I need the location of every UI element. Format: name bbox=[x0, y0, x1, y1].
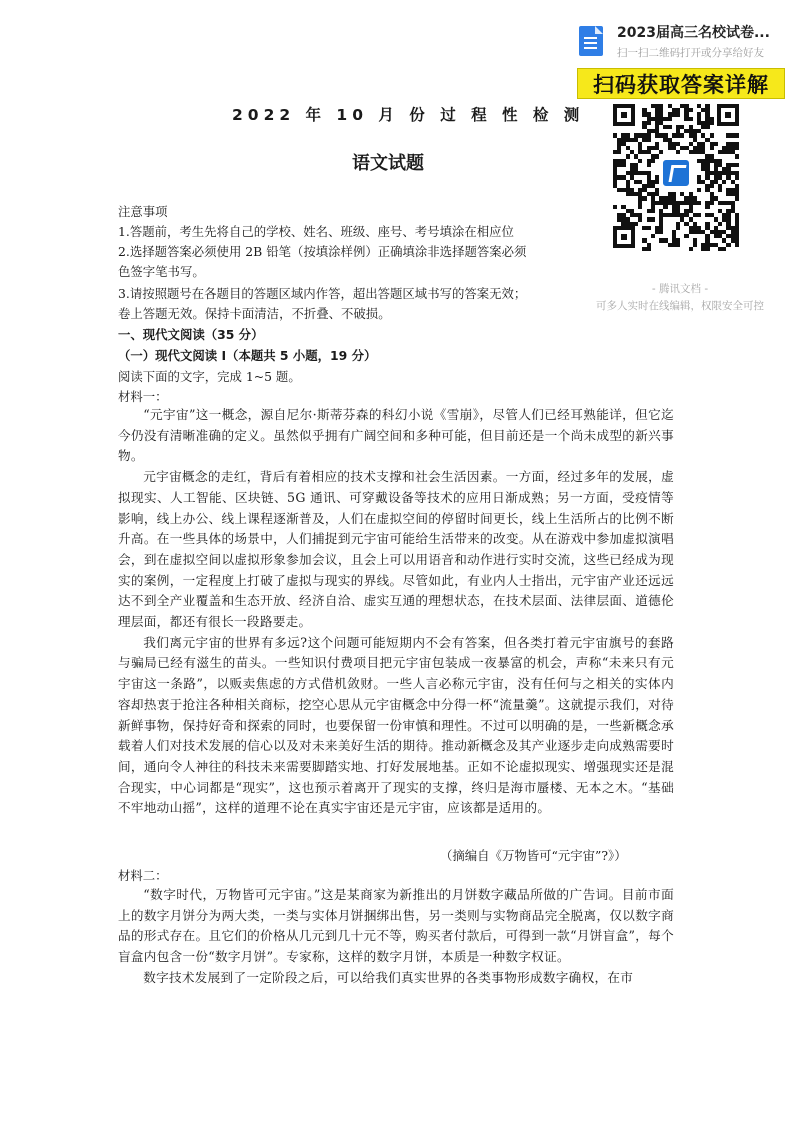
qr-module bbox=[659, 150, 663, 154]
qr-module bbox=[680, 133, 684, 137]
watermark-line-2: 可多人实时在线编辑，权限安全可控 bbox=[596, 300, 764, 312]
qr-module bbox=[684, 234, 688, 238]
material-1-label: 材料一： bbox=[118, 389, 168, 404]
qr-module bbox=[735, 243, 739, 247]
section-instruction: 阅读下面的文字，完成 1~5 题。 bbox=[118, 369, 301, 384]
qr-module bbox=[735, 133, 739, 137]
qr-module bbox=[621, 163, 625, 167]
paragraph: 我们离元宇宙的世界有多远?这个问题可能短期内不会有答案，但各类打着元宇宙旗号的套路与骗局已经有滋生的苗头。一些知识付费项目把元宇宙包装成一夜暴富的机会，声称“未来只有元宇宙这一条路”，以贩卖焦虑的方式借机敛财。一些人言必称元宇宙，没有任何与之相关的实体内容却热衷于抢注各种相关商标，挖空心思从元宇宙概念中分得一杯“流量羹”。这就提示我们，对待新鲜事物，保持好奇和探索的同时，也要保留一份审慎和理性。不过可以明确的是，一些新概念承载着人们对技术发展的信心以及对未来美好生活的期待。推动新概念及其产业逐步走向成熟需要时间，通向令人神往的科技未来需要脚踏实地、打好发展地基。正如不论虚拟现实、增强现实还是混合现实，中心词都是“现实”，这也预示着离开了现实的支撑，终归是海市蜃楼、无本之木。“基础不牢地动山摇”，这样的道理不论在真实宇宙还是元宇宙，应该都是适用的。 bbox=[118, 634, 674, 816]
qr-module bbox=[689, 108, 693, 112]
exam-title: 2022 年 10 月 份 过 程 性 检 测 bbox=[232, 106, 585, 124]
qr-module bbox=[714, 142, 718, 146]
qr-module bbox=[689, 247, 693, 251]
qr-module bbox=[689, 117, 693, 121]
qr-module bbox=[651, 217, 655, 221]
qr-module bbox=[718, 188, 722, 192]
qr-module bbox=[710, 133, 714, 137]
qr-module bbox=[663, 205, 667, 209]
qr-module bbox=[647, 226, 651, 230]
qr-module bbox=[655, 180, 659, 184]
section-sub-title: （一）现代文阅读 Ⅰ（本题共 5 小题，19 分） bbox=[118, 348, 377, 363]
qr-module bbox=[626, 154, 630, 158]
notice-item: 1.答题前，考生先将自己的学校、姓名、班级、座号、考号填涂在相应位 bbox=[118, 224, 514, 239]
qr-module bbox=[647, 163, 651, 167]
qr-module bbox=[735, 146, 739, 150]
watermark-line-1: - 腾讯文档 - bbox=[651, 283, 709, 295]
qr-module bbox=[651, 159, 655, 163]
qr-module bbox=[705, 205, 709, 209]
document-icon bbox=[579, 26, 603, 56]
material-1-body bbox=[118, 405, 674, 819]
material-2-label: 材料二： bbox=[118, 868, 168, 883]
section-title: 一、现代文阅读（35 分） bbox=[118, 327, 264, 342]
paragraph: “数字时代，万物皆可元宇宙。”这是某商家为新推出的月饼数字藏品所做的广告词。目前市面上的数字月饼分为两大类，一类与实体月饼捆绑出售，另一类则与实物商品完全脱离，仅以数字商品的形式存在。且它们的价格从几元到几十元不等，购买者付款后，可得到一款“月饼盲盒”，每个盲盒内包含一份“数字月饼”。专家称，这样的数字月饼，本质是一种数字权证。 bbox=[118, 887, 674, 965]
qr-module bbox=[710, 184, 714, 188]
qr-finder-top-right bbox=[717, 104, 739, 126]
qr-module bbox=[659, 230, 663, 234]
qr-module bbox=[705, 247, 709, 251]
notice-item: 卷上答题无效。保持卡面清洁，不折叠、不破损。 bbox=[118, 306, 391, 321]
qr-module bbox=[722, 180, 726, 184]
paragraph: 元宇宙概念的走红，背后有着相应的技术支撑和社会生活因素。一方面，经过多年的发展，虚拟现实、人工智能、区块链、5G 通讯、可穿戴设备等技术的应用日渐成熟；另一方面，受疫情等影响，线上办公、线上课程逐渐普及，人们在虚拟空间的停留时间更长，线上生活所占的比例不断升高。在一些具体的场景中，人们捕捉到元宇宙可能给生活带来的改变。从在游戏中参加虚拟演唱会，到在虚拟空间以虚拟形象参加会议，且会上可以用语音和动作进行实时交流，这些已经成为现实的案例，一定程度上打破了虚拟与现实的界线。尽管如此，有业内人士指出，元宇宙产业还远远达不到全产业覆盖和生态开放、经济自洽、虚实互通的理想状态，在技术层面、法律层面、道德伦理层面，都还有很长一段路要走。 bbox=[118, 469, 674, 630]
qr-module bbox=[676, 226, 680, 230]
qr-module bbox=[647, 247, 651, 251]
paragraph: 数字技术发展到了一定阶段之后，可以给我们真实世界的各类事物形成数字确权，在市 bbox=[143, 969, 634, 985]
tencent-docs-logo-icon bbox=[661, 158, 691, 188]
qr-finder-top-left bbox=[613, 104, 635, 126]
qr-module bbox=[705, 125, 709, 129]
qr-module bbox=[718, 222, 722, 226]
qr-module bbox=[710, 146, 714, 150]
qr-module bbox=[638, 205, 642, 209]
qr-module bbox=[710, 121, 714, 125]
qr-module bbox=[710, 201, 714, 205]
shared-doc-banner[interactable] bbox=[575, 20, 775, 64]
notice-item: 色签字笔书写。 bbox=[118, 264, 205, 279]
qr-code[interactable] bbox=[611, 102, 741, 252]
qr-finder-bottom-left bbox=[613, 226, 635, 248]
qr-module bbox=[647, 138, 651, 142]
paragraph: “元宇宙”这一概念，源自尼尔·斯蒂芬森的科幻小说《雪崩》，尽管人们已经耳熟能详，但它迄今仍没有清晰准确的定义。虽然似乎拥有广阔空间和多种可能，但目前还是一个尚未成型的新兴事物。 bbox=[118, 407, 674, 464]
qr-module bbox=[668, 117, 672, 121]
qr-module bbox=[617, 150, 621, 154]
qr-module bbox=[693, 243, 697, 247]
exam-subject: 语文试题 bbox=[352, 153, 424, 174]
qr-module bbox=[634, 222, 638, 226]
qr-module bbox=[676, 112, 680, 116]
qr-module bbox=[697, 188, 701, 192]
qr-module bbox=[697, 201, 701, 205]
notice-item: 2.选择题答案必须使用 2B 铅笔（按填涂样例）正确填涂非选择题答案必须 bbox=[118, 244, 527, 259]
notice-item: 3.请按照题号在各题目的答题区域内作答，超出答题区域书写的答案无效； bbox=[118, 286, 527, 301]
qr-module bbox=[735, 154, 739, 158]
shared-doc-subtitle: 扫一扫二维码打开或分享给好友 bbox=[617, 47, 764, 59]
qr-module bbox=[613, 205, 617, 209]
qr-module bbox=[676, 243, 680, 247]
qr-module bbox=[735, 163, 739, 167]
qr-module bbox=[655, 154, 659, 158]
qr-module bbox=[642, 196, 646, 200]
qr-module bbox=[638, 217, 642, 221]
qr-module bbox=[726, 243, 730, 247]
qr-module bbox=[697, 213, 701, 217]
material-2-body bbox=[118, 885, 674, 989]
qr-module bbox=[638, 159, 642, 163]
qr-module bbox=[651, 209, 655, 213]
qr-module bbox=[722, 247, 726, 251]
qr-module bbox=[735, 196, 739, 200]
qr-module bbox=[647, 121, 651, 125]
material-1-source: （摘编自《万物皆可“元宇宙”?》） bbox=[440, 848, 627, 863]
notice-heading: 注意事项 bbox=[118, 204, 168, 219]
shared-doc-title: 2023届高三名校试卷... bbox=[617, 25, 770, 41]
scan-answer-banner[interactable]: 扫码获取答案详解 bbox=[577, 68, 785, 99]
qr-module bbox=[735, 175, 739, 179]
qr-module bbox=[651, 234, 655, 238]
qr-module bbox=[668, 125, 672, 129]
qr-module bbox=[676, 150, 680, 154]
